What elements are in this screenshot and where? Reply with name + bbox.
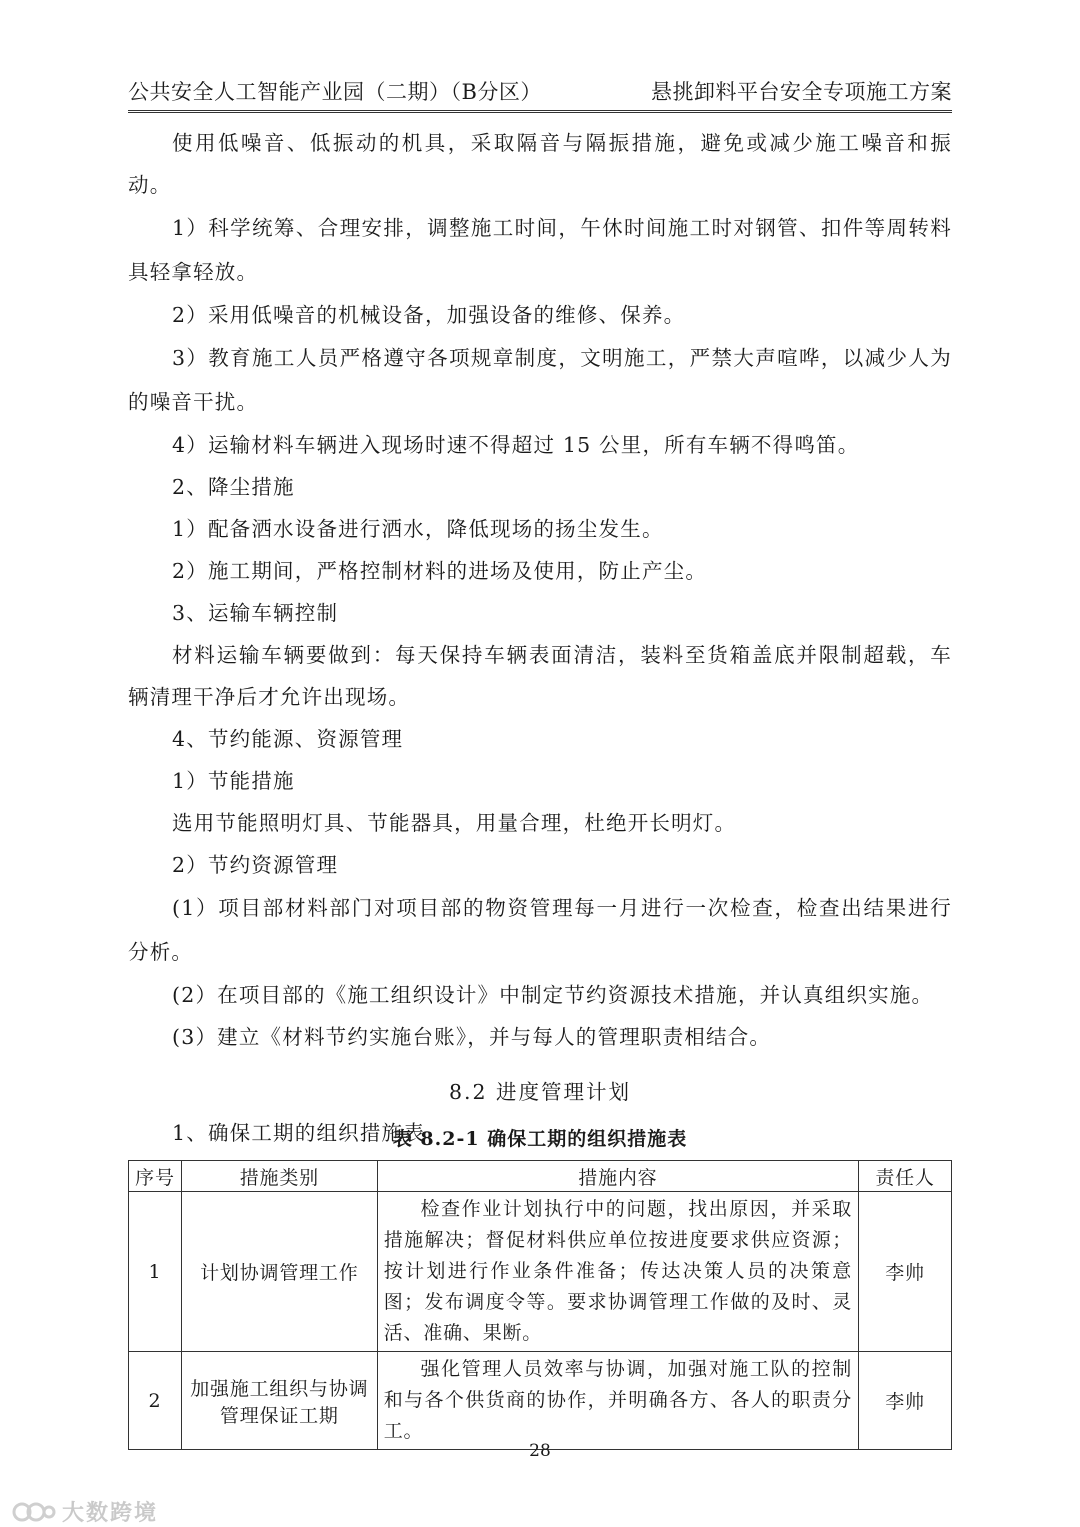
paragraph: (3）建立《材料节约实施台账》，并与每人的管理职责相结合。 (172, 1025, 772, 1049)
table-caption: 表 8.2-1 确保工期的组织措施表 (392, 1128, 688, 1150)
heading-dust: 2、降尘措施 (172, 475, 295, 499)
paragraph: 2）施工期间，严格控制材料的进场及使用，防止产尘。 (172, 559, 708, 583)
cell-person: 李帅 (859, 1192, 952, 1352)
watermark-text: 大数跨境 (62, 1501, 159, 1526)
cell-number: 1 (129, 1192, 182, 1352)
paragraph: 选用节能照明灯具、节能器具，用量合理，杜绝开长明灯。 (172, 811, 737, 835)
cell-content (377, 1352, 858, 1450)
paragraph: (2）在项目部的《施工组织设计》中制定节约资源技术措施，并认真组织实施。 (172, 983, 934, 1007)
table-row (129, 1192, 952, 1352)
paragraph: 材料运输车辆要做到：每天保持车辆表面清洁，装料至货箱盖底并限制超载，车辆清理干净后才允许出现场。 (128, 643, 952, 709)
heading-energy: 4、节约能源、资源管理 (172, 727, 404, 751)
paragraph: 1）配备洒水设备进行洒水，降低现场的扬尘发生。 (172, 517, 664, 541)
header-cell-number: 序号 (129, 1161, 182, 1192)
paragraph: 2）节约资源管理 (172, 853, 339, 877)
paragraph: 4）运输材料车辆进入现场时速不得超过 15 公里，所有车辆不得鸣笛。 (172, 433, 860, 457)
cell-number: 2 (129, 1352, 182, 1450)
paragraph: (1）项目部材料部门对项目部的物资管理每一月进行一次检查，检查出结果进行分析。 (128, 896, 952, 964)
watermark-logo-icon (12, 1499, 56, 1525)
paragraph: 3）教育施工人员严格遵守各项规章制度，文明施工，严禁大声喧哗，以减少人为的噪音干扰。 (128, 346, 952, 414)
paragraph: 1）节能措施 (172, 769, 295, 793)
page-number: 28 (529, 1441, 551, 1461)
table-header-row (129, 1161, 952, 1192)
paragraph: 2）采用低噪音的机械设备，加强设备的维修、保养。 (172, 303, 686, 327)
cell-person: 李帅 (859, 1352, 952, 1450)
cell-category: 加强施工组织与协调管理保证工期 (181, 1352, 377, 1450)
header-cell-content: 措施内容 (377, 1161, 858, 1192)
page-header (128, 76, 952, 113)
header-document-title: 悬挑卸料平台安全专项施工方案 (651, 80, 952, 104)
cell-content (377, 1192, 858, 1352)
heading-transport: 3、运输车辆控制 (172, 601, 339, 625)
table-row (129, 1352, 952, 1450)
cell-content-text: 强化管理人员效率与协调，加强对施工队的控制和与各个供货商的协作，并明确各方、各人的职责分工。 (383, 1358, 853, 1442)
subsection-heading: 1、确保工期的组织措施表 (172, 1121, 425, 1145)
paragraph: 1）科学统筹、合理安排，调整施工时间，午休时间施工时对钢管、扣件等周转料具轻拿轻放。 (128, 216, 952, 284)
schedule-measures-table (128, 1160, 952, 1450)
header-cell-person: 责任人 (859, 1161, 952, 1192)
header-cell-category: 措施类别 (181, 1161, 377, 1192)
header-project-name: 公共安全人工智能产业园（二期）（B分区） (128, 80, 542, 104)
cell-category: 计划协调管理工作 (181, 1192, 377, 1352)
cell-content-text: 检查作业计划执行中的问题，找出原因，并采取措施解决；督促材料供应单位按进度要求供应资源；按计划进行作业条件准备；传达决策人员的决策意图；发布调度令等。要求协调管理工作做的及时、灵活、准确、果断。 (383, 1198, 853, 1344)
document-body (128, 122, 952, 1154)
paragraph: 使用低噪音、低振动的机具，采取隔音与隔振措施，避免或减少施工噪音和振动。 (128, 131, 952, 197)
watermark (12, 1496, 158, 1527)
section-title: 8.2 进度管理计划 (448, 1080, 632, 1104)
